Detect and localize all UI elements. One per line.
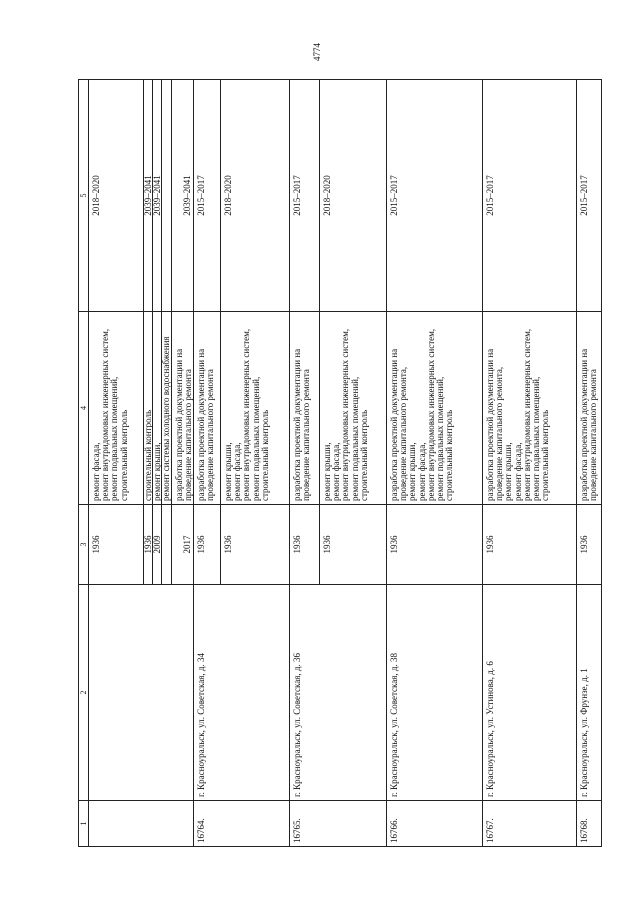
work-line: разработка проектной документации на <box>485 348 496 501</box>
year-cell: 2017 <box>171 505 193 585</box>
work-line: ремонт подвальных помещений, <box>109 376 120 501</box>
period-cell: 2015–2017 <box>577 80 602 312</box>
address-cell: г. Красноуральск, ул. Фрунзе, д. 1 <box>577 585 602 801</box>
work-line: ремонт внутридомовых инженерных систем, <box>340 328 351 501</box>
period-cell: 2039–2041 <box>144 80 153 312</box>
works-cell <box>194 312 221 505</box>
work-line: проведение капитального ремонта <box>182 369 193 501</box>
address-cell <box>89 585 194 801</box>
work-line: разработка проектной документации на <box>196 348 207 501</box>
period-cell: 2015–2017 <box>290 80 320 312</box>
column-header-4: 4 <box>79 312 89 505</box>
year-cell: 1936 <box>320 505 387 585</box>
repair-program-table <box>78 79 602 847</box>
work-line: проведение капитального ремонта, <box>494 366 505 501</box>
year-cell: 1936 <box>144 505 153 585</box>
works-cell <box>221 312 290 505</box>
year-cell: 1936 <box>290 505 320 585</box>
table-row <box>387 80 483 847</box>
work-line: разработка проектной документации на <box>389 348 400 501</box>
work-line: ремонт подвальных помещений, <box>435 376 446 501</box>
row-number-cell <box>89 801 194 847</box>
work-line: ремонт фасада, <box>416 442 427 501</box>
work-line: ремонт крыши, <box>322 442 333 501</box>
works-cell <box>171 312 193 505</box>
period-cell: 2015–2017 <box>483 80 577 312</box>
work-line: ремонт фасада, <box>91 442 101 501</box>
period-cell: 2018–2020 <box>221 80 290 312</box>
work-line: проведение капитального ремонта <box>301 369 312 501</box>
period-cell: 2039–2041 <box>171 80 193 312</box>
work-line: ремонт крыши, <box>223 442 234 501</box>
row-number-cell: 16766. <box>387 801 483 847</box>
work-line: ремонт фасада, <box>512 442 523 501</box>
work-line: ремонт подвальных помещений, <box>349 376 360 501</box>
table-row <box>89 80 144 847</box>
address-cell: г. Красноуральск, ул. Советская, д. 36 <box>290 585 387 801</box>
page-number: 4774 <box>312 43 322 61</box>
year-cell: 1936 <box>577 505 602 585</box>
works-cell <box>162 312 171 505</box>
address-cell: г. Красноуральск, ул. Советская, д. 34 <box>194 585 290 801</box>
work-line: ремонт внутридомовых инженерных систем, <box>241 328 252 501</box>
year-cell: 2009 <box>153 505 162 585</box>
work-line: ремонт крыши, <box>503 442 514 501</box>
work-line: ремонт фасада, <box>232 442 243 501</box>
period-cell: 2015–2017 <box>387 80 483 312</box>
work-line: строительный контроль <box>444 409 455 501</box>
year-cell: 1936 <box>483 505 577 585</box>
work-line: ремонт крыши, <box>407 442 418 501</box>
work-line: ремонт внутридомовых инженерных систем, <box>521 328 532 501</box>
work-line: ремонт внутридомовых инженерных систем, <box>100 328 111 501</box>
column-number-row <box>79 80 89 847</box>
works-cell <box>290 312 320 505</box>
column-header-3: 3 <box>79 505 89 585</box>
work-line: разработка проектной документации на <box>579 348 590 501</box>
work-line: строительный контроль <box>259 409 270 501</box>
table-row <box>290 80 320 847</box>
period-cell <box>162 80 171 312</box>
row-number-cell: 16768. <box>577 801 602 847</box>
work-line: ремонт подвальных помещений, <box>250 376 261 501</box>
work-line: ремонт фасада, <box>331 442 342 501</box>
works-cell <box>320 312 387 505</box>
work-line: ремонт подвальных помещений, <box>531 376 542 501</box>
year-cell: 1936 <box>89 505 144 585</box>
works-cell <box>89 312 144 505</box>
period-cell: 2039–2041 <box>153 80 162 312</box>
period-cell: 2015–2017 <box>194 80 221 312</box>
column-header-5: 5 <box>79 80 89 312</box>
works-cell <box>577 312 602 505</box>
row-number-cell: 16764. <box>194 801 290 847</box>
work-line: ремонт системы холодного водоснабжения <box>161 336 172 501</box>
work-line: ремонт внутридомовых инженерных систем, <box>425 328 436 501</box>
work-line: строительный контроль <box>358 409 369 501</box>
year-cell: 1936 <box>194 505 221 585</box>
work-line: проведение капитального ремонта, <box>398 366 409 501</box>
year-cell <box>162 505 171 585</box>
column-header-2: 2 <box>79 585 89 801</box>
address-cell: г. Красноуральск, ул. Советская, д. 38 <box>387 585 483 801</box>
work-line: проведение капитального ремонта <box>588 369 599 501</box>
column-header-1: 1 <box>79 801 89 847</box>
works-cell <box>387 312 483 505</box>
work-line: строительный контроль <box>540 409 551 501</box>
row-number-cell: 16765. <box>290 801 387 847</box>
period-cell: 2018–2020 <box>89 80 144 312</box>
work-line: ремонт крыши, <box>152 442 163 501</box>
row-number-cell: 16767. <box>483 801 577 847</box>
year-cell: 1936 <box>387 505 483 585</box>
work-line: строительный контроль <box>118 409 129 501</box>
address-cell: г. Красноуральск, ул. Устинова, д. 6 <box>483 585 577 801</box>
period-cell: 2018–2020 <box>320 80 387 312</box>
table-row <box>483 80 577 847</box>
table-row <box>577 80 602 847</box>
works-cell <box>483 312 577 505</box>
work-line: разработка проектной документации на <box>173 348 184 501</box>
work-line: строительный контроль <box>143 409 153 501</box>
work-line: проведение капитального ремонта <box>205 369 216 501</box>
year-cell: 1936 <box>221 505 290 585</box>
work-line: разработка проектной документации на <box>292 348 303 501</box>
table-row <box>194 80 221 847</box>
